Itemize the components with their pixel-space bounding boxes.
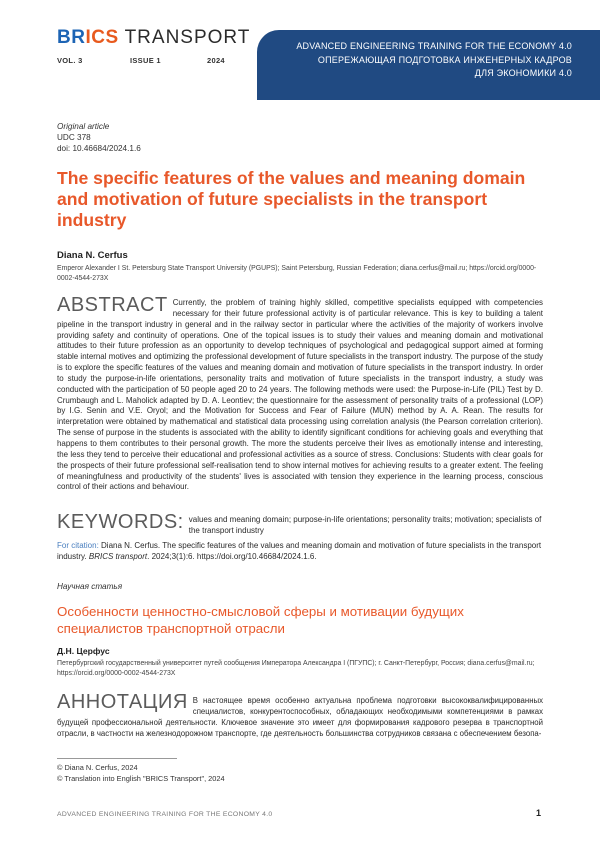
citation (57, 540, 543, 562)
copyright-line-2: © Translation into English "BRICS Transport", 2024 (57, 773, 225, 783)
copyright-line-1: © Diana N. Cerfus, 2024 (57, 763, 138, 772)
abstract (57, 294, 543, 493)
abstract-ru (57, 691, 543, 739)
year: 2024 (207, 56, 225, 65)
footnote-divider (57, 758, 177, 759)
author-name-ru: Д.Н. Церфус (57, 646, 110, 656)
citation-journal: BRICS transport (88, 552, 148, 561)
logo-part-transport: TRANSPORT (118, 27, 251, 48)
abstract-label-ru: АННОТАЦИЯ (57, 691, 188, 713)
citation-text: Diana N. Cerfus. The specific features of the values and meaning domain and motivation of future specialists in the transport industry. (57, 541, 542, 561)
section-banner (257, 30, 600, 100)
banner-line-2: ОПЕРЕЖАЮЩАЯ ПОДГОТОВКА ИНЖЕНЕРНЫХ КАДРОВ (317, 54, 572, 65)
abstract-text: Currently, the problem of training highly skilled, competitive specialists equipped with competencies necessary for their future professional activity is of particular relevance. This is key to building a talent pipeline in the transport industry in general and in the railway sector in particular where the activities of the majority of workers involve providing safety and continuity of operations. One of the topical issues is to study their values and meaning domain and motivational attitudes to their future profession as an opportunity to develop techniques of psychological and pedagogical support aimed at forming stable internal motives and optimizing the professional development of future specialists in the transport industry. The purpose of the study is to explore the specific features of the values and meaning domain and motivation of future specialists in the transport industry. In order to study the purpose-in-life orientations, personality traits and motivation of future specialists in the transport industry, a study was conducted with the participation of 50 people aged 20 to 24 years. The following methods were used: the Purpose-in-Life (PIL) Test by D. Crumbaugh and L. Maholick adapted by D. A. Leontiev; the questionnaire for the assessment of personality traits of a professional (LOP) by I.G. Senin and V.E. Oryol; and the Motivation for Success and Fear of Failure (MUN) method by A. A. Rean. The results for interpretation were obtained by mathematical and statistical data processing using correlation analysis (the Pearson correlation criterion). The sense of purpose in the students is associated with the ability to identify significant conditions for achieving goals and everything that happens to them contributes to their personal growth. The more the students perceive their lives as emotionally intense and interesting, the less they tend to perceive their educational and professional activities as a source of stress. Conclusions: Students with clear goals for the prospects of their future professional self-realisation tend to show internal motives for achieving results to a greater extent. The feeling of meaningfulness and productivity of the students' lives is associated with tension they experience in the learning process, conscious control of their actions and behaviour. (57, 298, 543, 492)
keywords-label: KEYWORDS: (57, 511, 184, 533)
author-block (57, 250, 543, 284)
author-affiliation: Emperor Alexander I St. Petersburg State Transport University (PGUPS); Saint Petersburg, Russian Federation; diana.cerfus@mail.ru; https://orcid.org/0000-0002-4544-273X (57, 265, 537, 282)
author-name: Diana N. Cerfus (57, 250, 128, 261)
udc: UDC 378 (57, 133, 91, 142)
author-block-ru (57, 646, 543, 679)
logo-part-ics: ICS (85, 27, 119, 48)
article-type-ru: Научная статья (57, 582, 123, 591)
citation-end: . 2024;3(1):6. https://doi.org/10.46684/2024.1.6. (147, 552, 317, 561)
author-affiliation-ru: Петербургский государственный университет путей сообщения Императора Александра I (ПГУПС); г. Санкт-Петербург, Россия; diana.cerfus@mail.ru; https://orcid.org/0000-0002-4544-273X (57, 660, 535, 677)
banner-line-1: ADVANCED ENGINEERING TRAINING FOR THE ECONOMY 4.0 (296, 41, 572, 51)
doi: doi: 10.46684/2024.1.6 (57, 144, 141, 153)
banner-line-3: ДЛЯ ЭКОНОМИКИ 4.0 (474, 68, 572, 78)
citation-label: For citation: (57, 541, 99, 550)
article-meta (57, 121, 543, 154)
journal-logo (57, 27, 250, 49)
abstract-label: ABSTRACT (57, 294, 168, 316)
copyright (57, 763, 225, 784)
article-title-ru: Особенности ценностно-смысловой сферы и мотивации будущих специалистов транспортной отрасли (57, 604, 464, 636)
keywords-text: values and meaning domain; purpose-in-life orientations; personality traits; motivation; specialists of the transport industry (188, 515, 542, 535)
abstract-text-ru: В настоящее время особенно актуальна проблема подготовки высококвалифицированных специалистов, конкурентоспособных, обладающих необходимыми компетенциями в рамках будущей профессиональной деятельности. Ключевое значение это имеет для формирования кадрового резерва в транспортной отрасли, в частности на железнодорожном транспорте, где деятельность большинства сотрудников связана с обеспечением безопа- (57, 696, 543, 738)
article-type: Original article (57, 122, 110, 131)
volume: VOL. 3 (57, 56, 83, 65)
article-title: The specific features of the values and meaning domain and motivation of future specialists in the transport industry (57, 168, 526, 230)
keywords (57, 511, 543, 536)
page-number: 1 (536, 808, 542, 818)
page-footer: ADVANCED ENGINEERING TRAINING FOR THE ECONOMY 4.0 (57, 811, 273, 818)
logo-part-br: BR (57, 27, 86, 48)
issue: ISSUE 1 (130, 56, 161, 65)
